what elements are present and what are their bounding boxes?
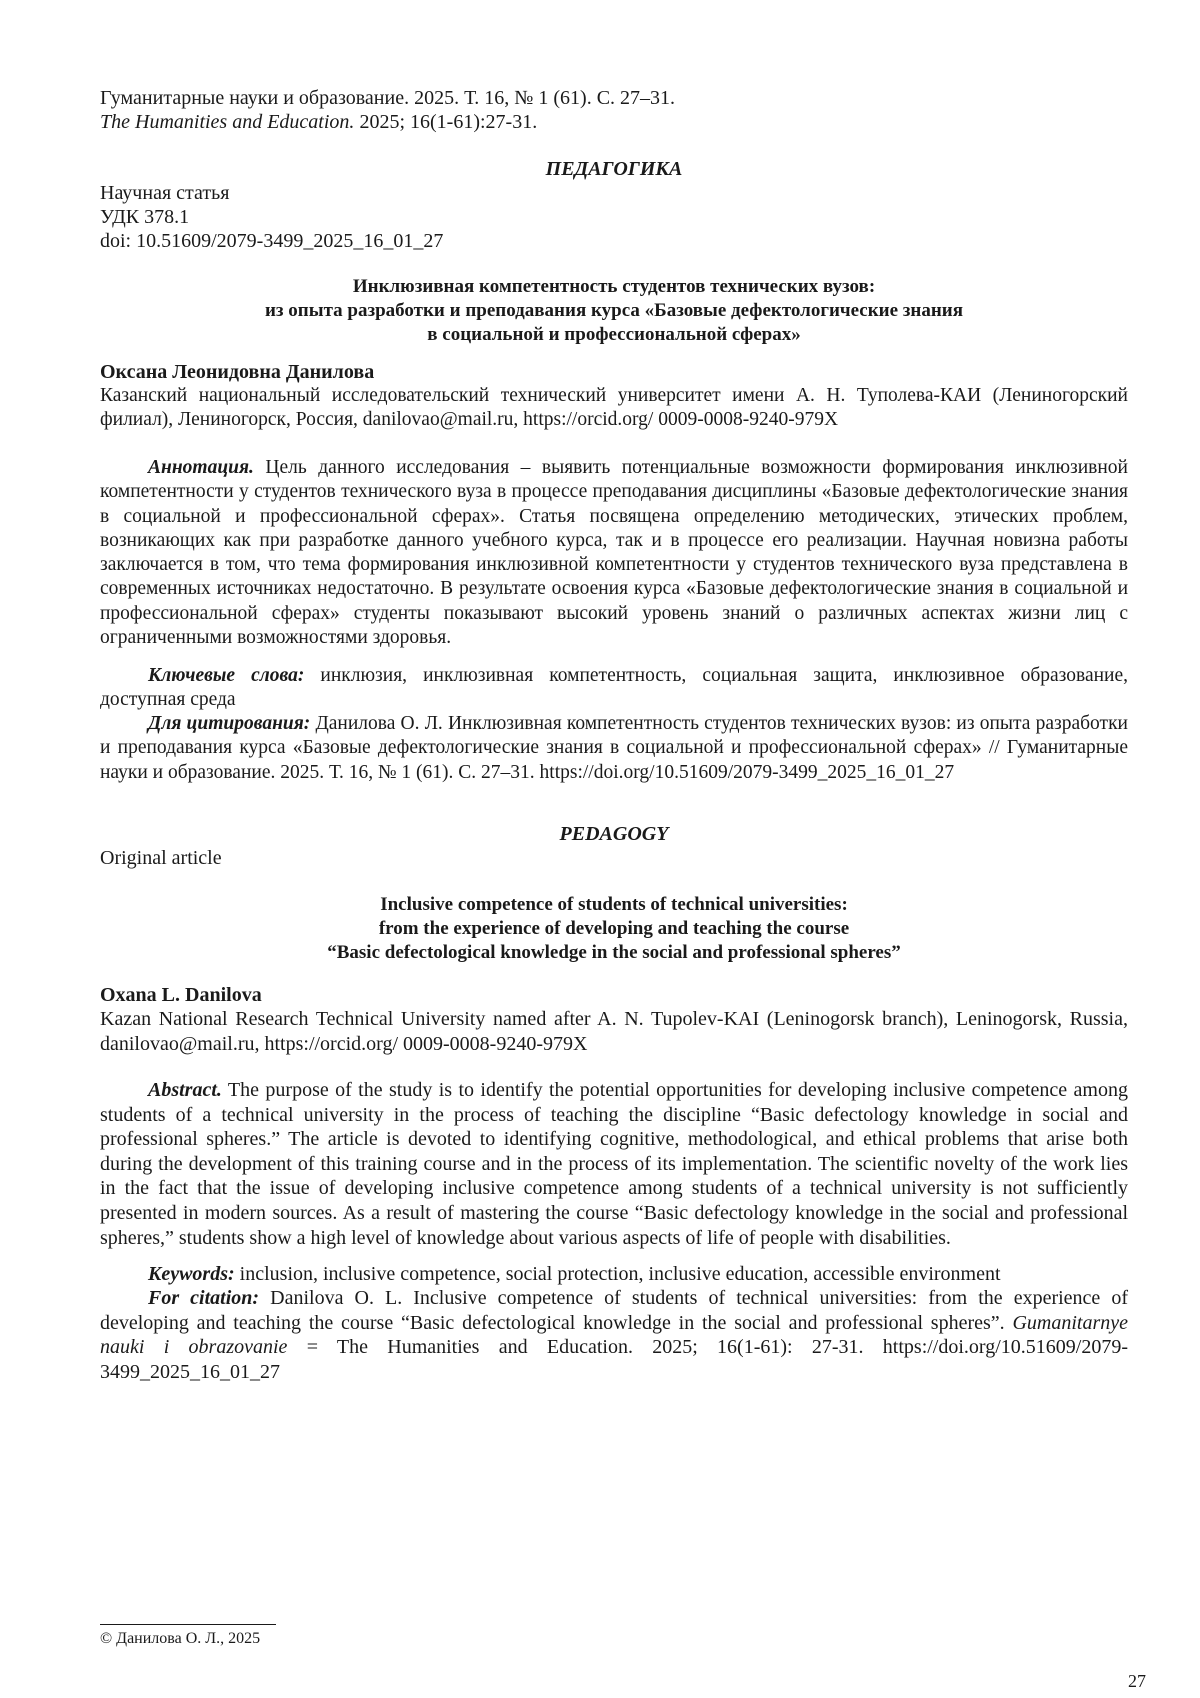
title-line: Инклюзивная компетентность студентов технических вузов:	[352, 276, 876, 297]
section-heading-en: PEDAGOGY	[559, 823, 669, 845]
udc: УДК 378.1	[100, 206, 190, 228]
article-title-en	[100, 893, 1128, 965]
keywords-ru	[100, 664, 1128, 713]
citation-en	[100, 1286, 1128, 1384]
title-line: из опыта разработки и преподавания курса «Базовые дефектологические знания	[264, 300, 964, 321]
citation-journal-translit: Gumanitarnye nauki i obrazovanie	[100, 1311, 1128, 1359]
keywords-text-en: inclusion, inclusive competence, social protection, inclusive education, accessible environment	[234, 1263, 1001, 1285]
abstract-label-ru: Аннотация.	[148, 457, 254, 478]
copyright-footnote: © Данилова О. Л., 2025	[100, 1630, 261, 1647]
citation-label-en: For citation:	[148, 1287, 260, 1309]
title-line: “Basic defectological knowledge in the social and professional spheres”	[327, 942, 901, 963]
keywords-en	[100, 1262, 1128, 1287]
journal-header-ru: Гуманитарные науки и образование. 2025. Т. 16, № 1 (61). С. 27–31.	[100, 87, 676, 109]
citation-text-en-2: = The Humanities and Education. 2025; 16(1-61): 27-31. https://doi.org/10.51609/2079-3499_2025_16_01_27	[100, 1336, 1128, 1383]
citation-label-ru: Для цитирования:	[148, 713, 311, 734]
title-line: Inclusive competence of students of technical universities:	[380, 894, 848, 915]
doi: doi: 10.51609/2079-3499_2025_16_01_27	[100, 230, 444, 252]
author-name-ru: Оксана Леонидовна Данилова	[100, 361, 375, 383]
keywords-label-en: Keywords:	[148, 1263, 235, 1285]
abstract-text-en: The purpose of the study is to identify the potential opportunities for developing inclusive competence among students of a technical university in the process of teaching the discipline “Basic defectology knowledge in social and professional spheres.” The article is devoted to identifying cognitive, methodological, and ethical problems that arise both during the development of this training course and in the process of its implementation. The scientific novelty of the work lies in the fact that the issue of developing inclusive competence among students of a technical university is not sufficiently presented in modern sources. As a result of mastering the course “Basic defectology knowledge in the social and professional spheres,” students show a high level of knowledge about various aspects of life of people with disabilities.	[100, 1079, 1128, 1249]
article-title-ru	[100, 275, 1128, 347]
affiliation-ru: Казанский национальный исследовательский технический университет имени А. Н. Туполева-КАИ (Лениногорский филиал), Лениногорск, Россия, danilovao@mail.ru, https://orcid.org/ 0009-0008-9240-979X	[100, 385, 1128, 431]
section-heading-ru: ПЕДАГОГИКА	[545, 158, 683, 180]
author-name-en: Oxana L. Danilova	[100, 984, 262, 1006]
title-line: from the experience of developing and teaching the course	[378, 918, 850, 939]
journal-name-en: The Humanities and Education.	[100, 111, 355, 133]
citation-text-en-1: Danilova O. L. Inclusive competence of students of technical universities: from the experience of developing and teaching the course “Basic defectological knowledge in the social and professional spheres”.	[100, 1287, 1129, 1334]
citation-text-ru: Данилова О. Л. Инклюзивная компетентность студентов технических вузов: из опыта разработки и преподавания курса «Базовые дефектологические знания в социальной и профессиональной сферах» // Гуманитарные науки и образование. 2025. Т. 16, № 1 (61). С. 27–31. https://doi.org/10.51609/2079-3499_2025_16_01_27	[100, 713, 1128, 783]
article-type-en: Original article	[100, 847, 222, 869]
affiliation-en: Kazan National Research Technical University named after A. N. Tupolev-KAI (Leninogorsk branch), Leninogorsk, Russia, danilovao@mail.ru, https://orcid.org/ 0009-0008-9240-979X	[100, 1008, 1128, 1055]
footnote-divider	[100, 1624, 276, 1625]
journal-header-en	[100, 110, 1128, 134]
article-type-ru: Научная статья	[100, 182, 230, 204]
journal-issue-en: 2025; 16(1-61):27-31.	[354, 111, 538, 133]
abstract-label-en: Abstract.	[148, 1079, 222, 1101]
keywords-text-ru: инклюзия, инклюзивная компетентность, социальная защита, инклюзивное образование, доступная среда	[100, 665, 1129, 711]
keywords-label-ru: Ключевые слова:	[148, 665, 305, 686]
abstract-ru	[100, 456, 1128, 650]
abstract-en	[100, 1078, 1128, 1250]
abstract-text-ru: Цель данного исследования – выявить потенциальные возможности формирования инклюзивной компетентности у студентов технического вуза в процессе преподавания дисциплины «Базовые дефектологические знания в социальной и профессиональной сферах». Статья посвящена определению методических, этических проблем, возникающих как при разработке данного учебного курса, так и в процессе его реализации. Научная новизна работы заключается в том, что тема формирования инклюзивной компетентности у студентов технического вуза представлена в современных источниках недостаточно. В результате освоения курса «Базовые дефектологические знания в социальной и профессиональной сферах» студенты показывают высокий уровень знаний о различных аспектах жизни лиц с ограниченными возможностями здоровья.	[100, 457, 1128, 649]
page-number: 27	[1128, 1671, 1146, 1691]
title-line: в социальной и профессиональной сферах»	[427, 324, 801, 345]
citation-ru	[100, 712, 1128, 785]
